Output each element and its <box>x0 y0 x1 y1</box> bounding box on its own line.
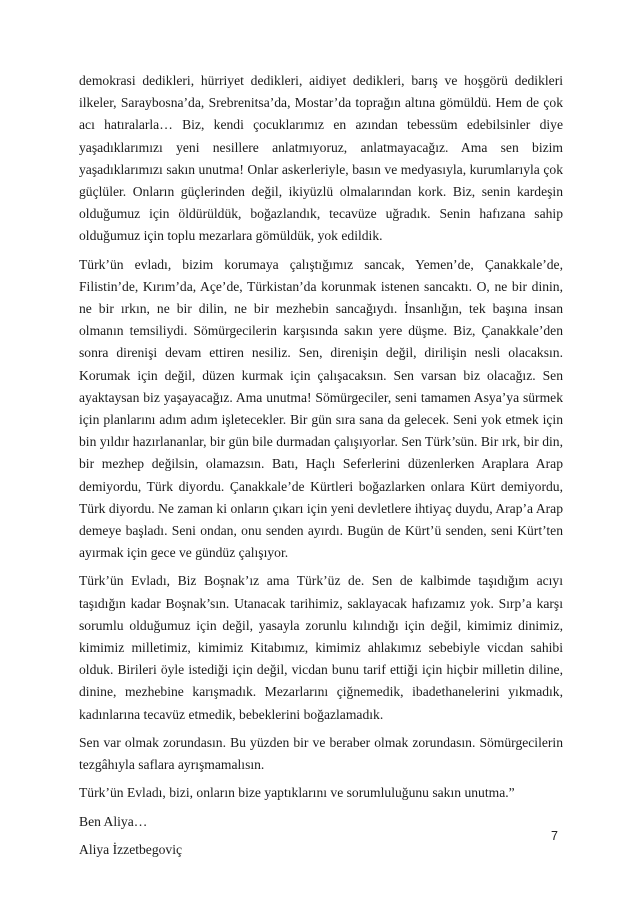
author-name: Aliya İzzetbegoviç <box>79 841 183 857</box>
paragraph-1: demokrasi dedikleri, hürriyet dedikleri, aidiyet dedikleri, barış ve hoşgörü dedikleri ilkeler, Saraybosna’da, Srebrenitsa’da, Mostar’da toprağın altına gömüldü. Hem de çok acı hatıralarla… Biz, kendi çocuklarımız en azından tebessüm edebilsinler diye yaşadıklarımızı yeni nesillere anlatmıyoruz, anlatmayacağız. Ama sen bizim yaşadıklarımızı sakın unutma! Onlar askerleriyle, basın ve medyasıyla, kurumlarıyla çok güçlüler. Onların güçlerinden değil, ikiyüzlü olmalarından kork. Biz, senin kardeşin olduğumuz için öldürüldük, boğazlandık, tecavüze uğradık. Senin hafızana sahip olduğumuz için toplu mezarlara gömüldük, yok edildik. <box>79 73 563 244</box>
paragraph-4: Sen var olmak zorundasın. Bu yüzden bir ve beraber olmak zorundasın. Sömürgecilerin tezgâhıyla saflara ayrışmamalısın. <box>79 734 563 773</box>
paragraph-2: Türk’ün evladı, bizim korumaya çalıştığımız sancak, Yemen’de, Çanakkale’de, Filistin’de, Kırım’da, Açe’de, Türkistan’da korunmak istenen sancaktı. O, ne bir dinin, ne bir ırkın, ne bir dilin, ne bir mezhebin sancağıydı. İnsanlığın, tek başına insan olmanın temsiliydi. Sömürgecilerin karşısında sakın yere düşme. Biz, Çanakkale’den sonra direnişi devam ettiren nesiliz. Sen, direnişin değil, dirilişin nesli olacaksın. Korumak için değil, düzen kurmak için çalışacaksın. Sen varsan biz olacağız. Sen ayaktaysan biz yaşayacağız. Ama unutma! Sömürgeciler, seni tamamen Asya’ya sürmek için planlarını adım adım işletecekler. Bir gün sıra sana da gelecek. Seni yok etmek için bin yıldır hazırlananlar, bir gün bile durmadan çalışıyorlar. Sen Türk’sün. Bir ırk, bir din, bir mezhep değilsin, olamazsın. Batı, Haçlı Seferlerini düzenlerken Araplara Arap demiyordu, Türk diyordu. Çanakkale’de Kürtleri boğazlarken onlara Kürt demiyordu, Türk diyordu. Ne zaman ki onların çıkarı için yeni devletlere ihtiyaç duydu, Arap’a Arap demeye başladı. Seni ondan, onu senden ayırdı. Bugün de Kürt’ü senden, seni Kürt’ten ayırmak için gece ve gündüz çalışıyor. <box>79 256 563 561</box>
signature-line: Ben Aliya… <box>79 813 148 829</box>
paragraph-3: Türk’ün Evladı, Biz Boşnak’ız ama Türk’üz de. Sen de kalbimde taşıdığım acıyı taşıdığın kadar Boşnak’sın. Utanacak tarihimiz, saklayacak hafızamız yok. Sırp’a karşı sorumlu olduğumuz için değil, yasayla zorunlu kılındığı için değil, kimimiz dinimiz, kimimiz milletimiz, kimimiz Kitabımız, kimimiz ahlakımız sebebiyle vicdan sahibi olduk. Birileri öyle istediği için değil, vicdan bunu tarif ettiği için hiçbir milletin diline, dinine, mezhebine karışmadık. Mezarlarını çiğnemedik, ibadethanelerini yıkmadık, kadınlarına tecavüz etmedik, bebeklerini boğazlamadık. <box>79 573 563 722</box>
paragraph-5: Türk’ün Evladı, bizi, onların bize yaptıklarını ve sorumluluğunu sakın unutma.” <box>79 785 515 801</box>
page-body <box>79 70 563 867</box>
page-number: 7 <box>551 829 558 843</box>
